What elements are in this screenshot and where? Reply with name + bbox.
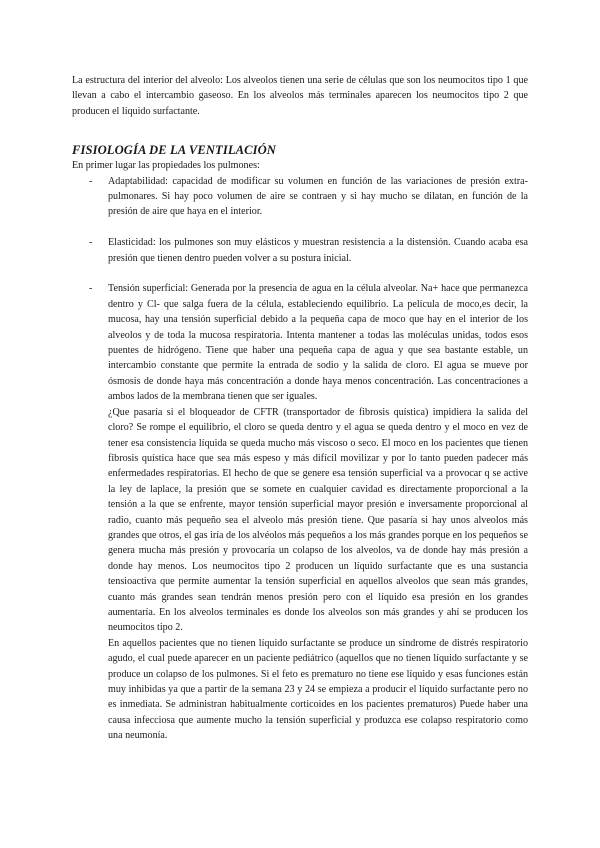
list-item-adaptabilidad: [72, 174, 528, 220]
bullet-dash: -: [89, 283, 93, 295]
list-item-text: Elasticidad: los pulmones son muy elásticos y muestran resistencia a la distensión. Cuando acaba esa presión que tienen dentro pueden volver a su postura inicial.: [108, 237, 528, 264]
list-item-text: ¿Que pasaría si el bloqueador de CFTR (transportador de fibrosis quística) impidiera la salida del cloro? Se rompe el equilibrio, el cloro se queda dentro y el agua se queda dentro y el moco en vez de tener esa consistencia líquida se queda mucho más viscoso o seco. El moco en los pacientes que tienen fibrosis quística hace que sea más espeso y más difícil movilizar y por lo tanto pueden padecer más enfermedades respiratorias. El hecho de que se genere esa tensión superficial va a provocar q se active la ley de laplace, la presión que se somete en cualquier cavidad es directamente proporcional a la tensión a la que se enfrente, mayor tensión superficial mayor presión e inversamente proporcional al radio, cuanto más pequeño sea el alveolo más presión tiene. Que pasaría si hay unos alveolos más grandes que otros, el gas iría de los alvéolos más pequeños a los más grandes porque en los pequeños se genera mucha más presión y provocaría un colapso de los alveolos, va de donde hay más presión a donde hay menos. Los neumocitos tipo 2 producen un líquido surfactante que es una sustancia tensioactiva que permite aumentar la tensión superficial en aquellos alveolos que sean más grandes, cuanto más grandes sean tendrán menos presión pero con el líquido esa presión en los grandes aumentaría. En los alveolos terminales es donde los alveolos son más grandes y ahí se producen los neumocitos tipo 2.: [108, 406, 528, 634]
list-item-text: En aquellos pacientes que no tienen líquido surfactante se produce un síndrome de distrés respiratorio agudo, el cual puede aparecer en un paciente pediátrico (aquellos que no tienen líquido surfactante y se produce un colapso de los pulmones. Si el feto es prematuro no tiene ese líquido y esas funciones están muy inhibidas ya que a partir de la semana 23 y 24 se empieza a producir el líquido surfactante pero no es inmediata. Se administran habitualmente corticoides en los pacientes prematuros) Puede haber una causa infecciosa que aumente mucho la tensión superficial y produzca ese colapso respiratorio como una neumonía.: [108, 637, 528, 742]
list-item-text: Tensión superficial: Generada por la presencia de agua en la célula alveolar. Na+ hace que permanezca dentro y Cl- que salga fuera de la célula, estableciendo equilibrio. La película de moco,es decir, la mucosa, hay una tensión superficial debido a la pequeña capa de moco que hay en el interior de los alveolos y de toda la mucosa respiratoria. Intenta mantener a todas las moléculas unidas, todos esos puentes de hidrógeno. Tiene que haber una pequeña capa de agua y que sea bastante estable, un intercambio constante que permite la entrada de sodio y la salida de cloro. El agua se mueve por ósmosis de donde haya más concentración a donde haya menos concentración. Las concentraciones a ambos lados de la membrana tienen que ser iguales.: [108, 283, 528, 403]
section-heading: FISIOLOGÍA DE LA VENTILACIÓN: [72, 143, 276, 158]
properties-list: [72, 174, 528, 744]
list-spacer: [72, 266, 528, 281]
bullet-dash: -: [89, 237, 93, 249]
bullet-dash: -: [89, 175, 93, 187]
list-item-tension-superficial: [72, 281, 528, 743]
document-page: [72, 73, 528, 744]
intro-paragraph: La estructura del interior del alveolo: Los alveolos tienen una serie de células que son los neumocitos tipo 1 que llevan a cabo el intercambio gaseoso. En los alveolos más terminales aparecen los neumocitos tipo 2 que producen el líquido surfactante.: [72, 75, 528, 117]
lead-sentence: En primer lugar las propiedades los pulmones:: [72, 160, 260, 172]
list-item-elasticidad: [72, 235, 528, 266]
list-item-text: Adaptabilidad: capacidad de modificar su volumen en función de las variaciones de presión extra-pulmonares. Si hay poco volumen de aire se contraen y si hay mucho se dilatan, en función de la presión de aire que haya en el interior.: [108, 175, 528, 218]
list-spacer: [72, 220, 528, 235]
